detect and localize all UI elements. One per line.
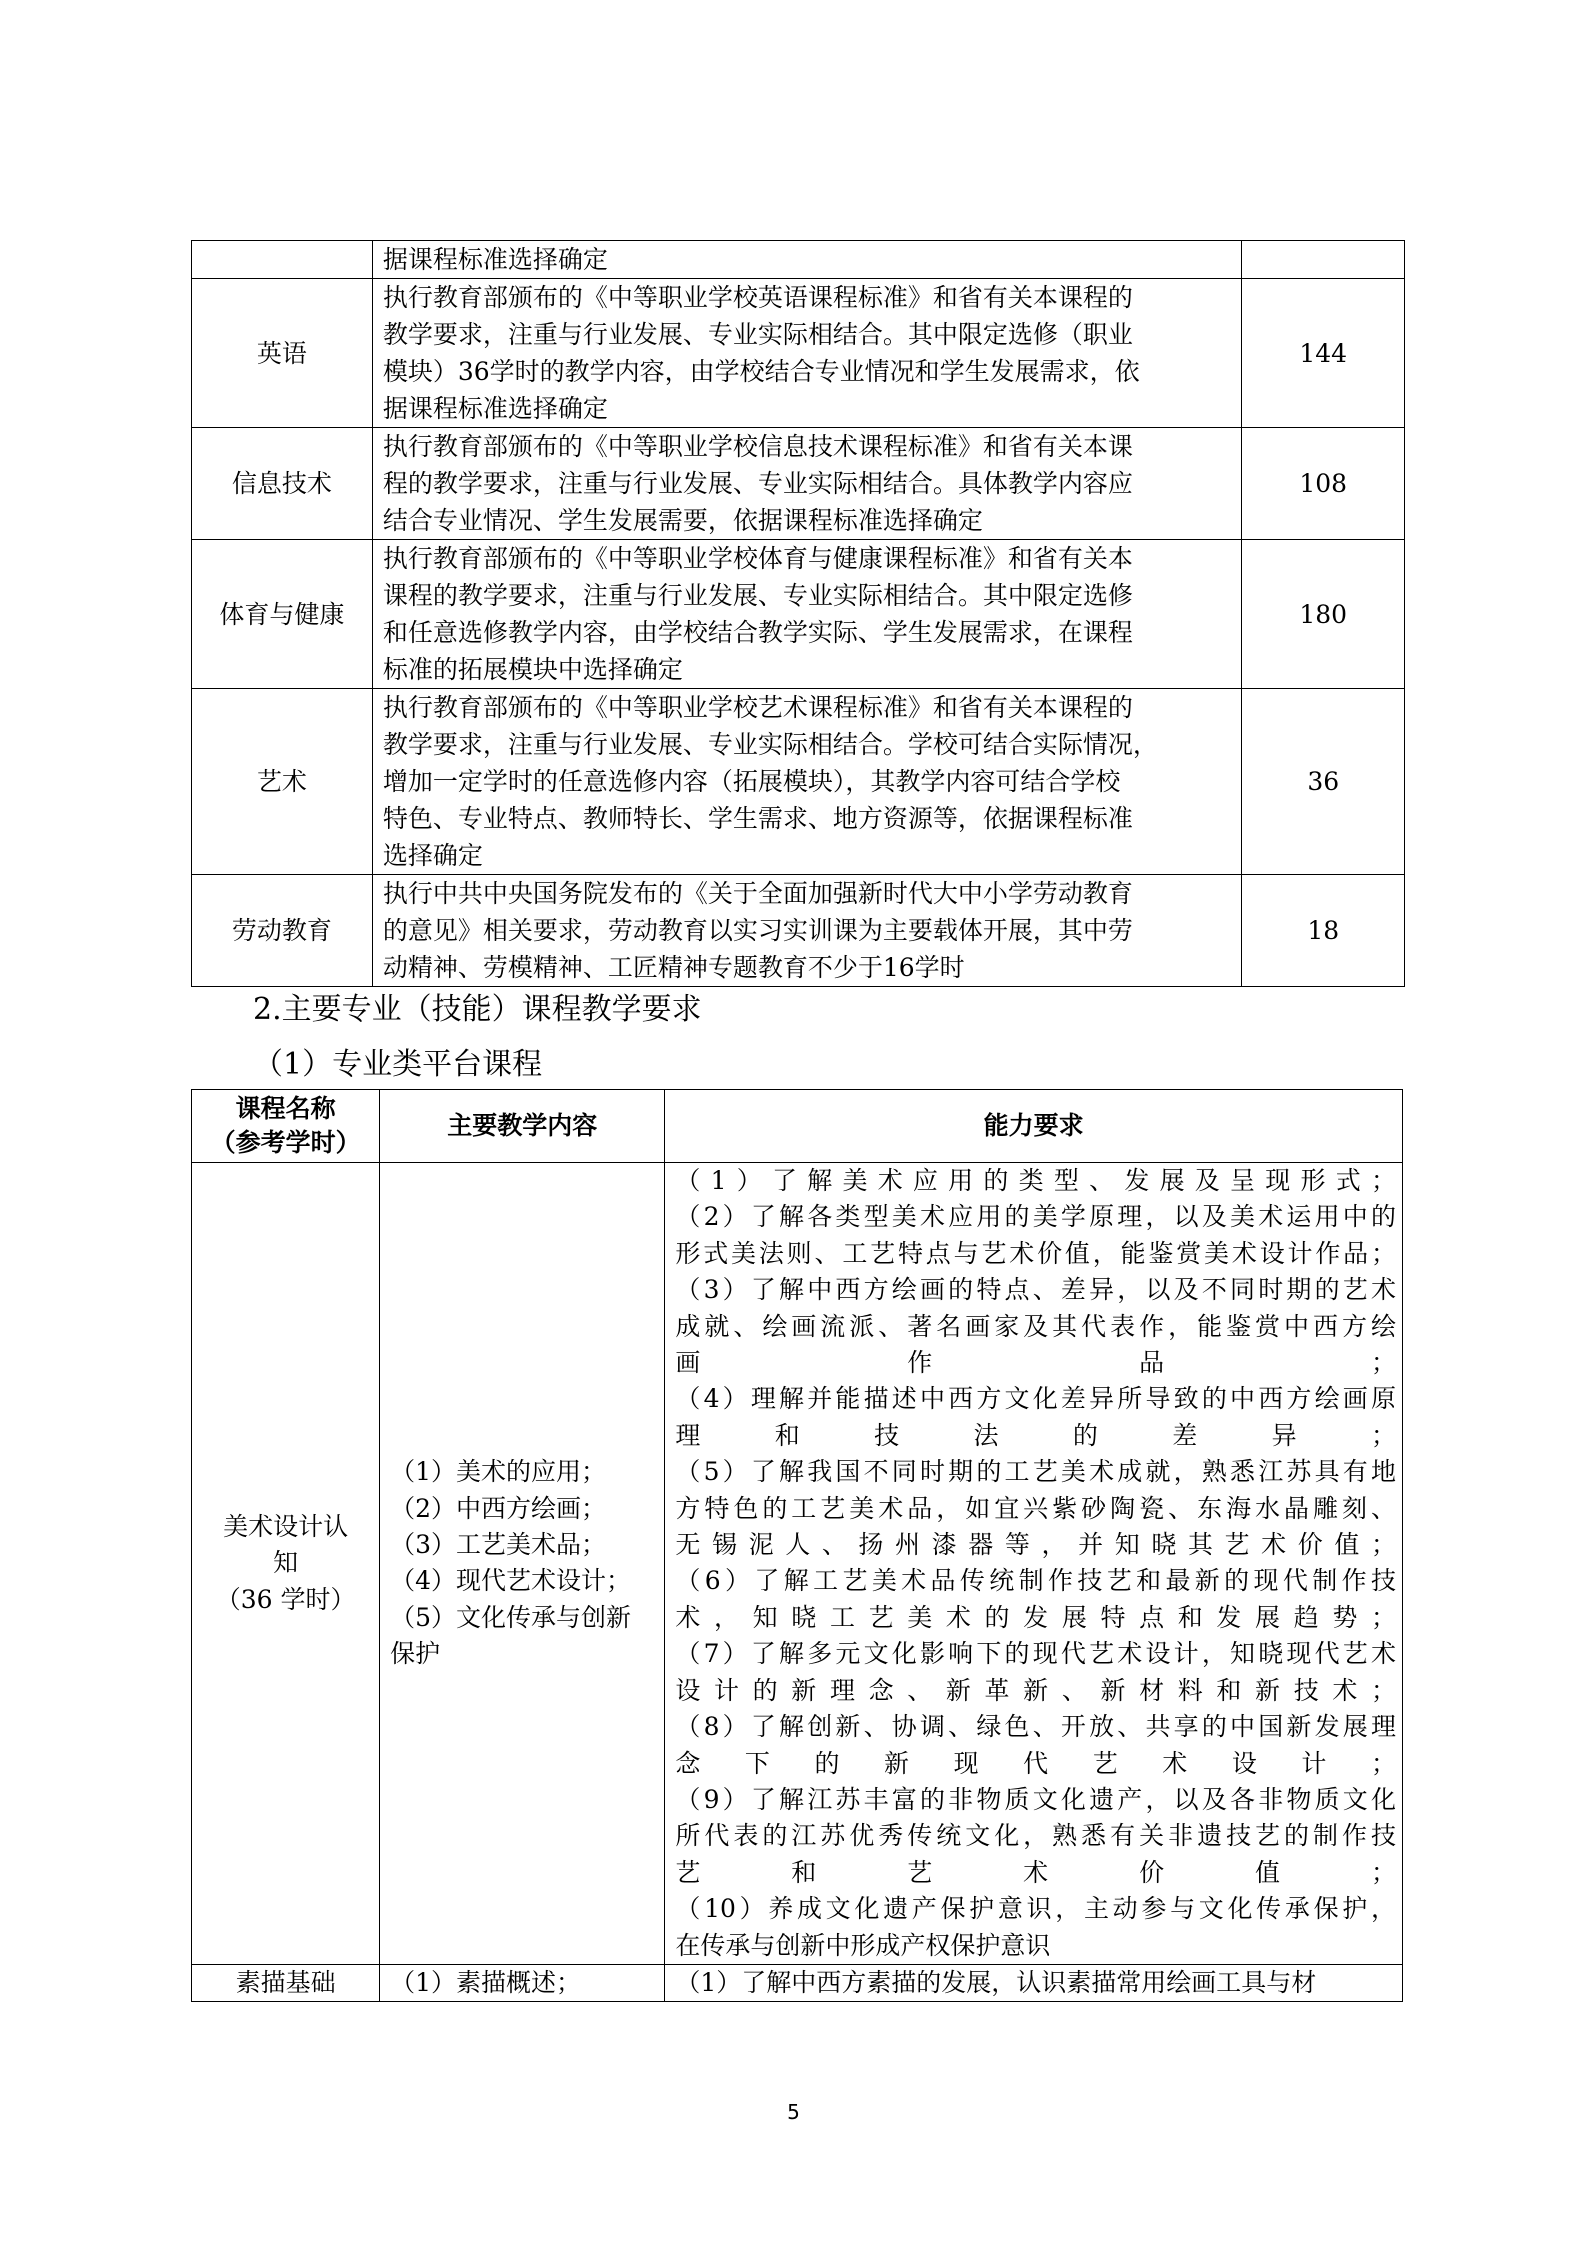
description-line: 执行教育部颁布的《中等职业学校体育与健康课程标准》和省有关本 — [382, 544, 1133, 573]
table-row — [192, 1163, 1403, 1965]
description-line: 教学要求，注重与行业发展、专业实际相结合。学校可结合实际情况， — [382, 730, 1158, 759]
table-row — [192, 875, 1405, 987]
description-line: 的意见》相关要求，劳动教育以实习实训课为主要载体开展，其中劳 — [382, 916, 1133, 945]
page-number: 5 — [787, 2100, 800, 2124]
description-line: 标准的拓展模块中选择确定 — [382, 655, 683, 684]
course-description-cell — [372, 279, 1242, 428]
header-ability-requirements: 能力要求 — [665, 1090, 1403, 1163]
table-row — [192, 428, 1405, 540]
course-description-cell — [372, 540, 1242, 689]
course-hours-cell — [1242, 241, 1405, 279]
course-name-cell — [192, 1964, 380, 2001]
course-description-cell — [372, 875, 1242, 987]
table-row — [192, 689, 1405, 875]
teaching-content-line: 保护 — [390, 1639, 441, 1669]
teaching-content-line: （1）素描概述； — [390, 1967, 582, 1997]
description-line: 增加一定学时的任意选修内容（拓展模块），其教学内容可结合学校 — [382, 767, 1121, 796]
teaching-content-line: （1）美术的应用； — [390, 1457, 607, 1487]
subsection-heading: （1）专业类平台课程 — [253, 1047, 543, 1082]
header-main-content: 主要教学内容 — [380, 1090, 665, 1163]
table-row — [192, 540, 1405, 689]
description-line: 教学要求，注重与行业发展、专业实际相结合。其中限定选修（职业 — [382, 320, 1133, 349]
requirement-line: 艺和艺术价值； — [675, 1857, 1396, 1887]
description-line: 执行中共中央国务院发布的《关于全面加强新时代大中小学劳动教育 — [382, 879, 1133, 908]
description-line: 特色、专业特点、教师特长、学生需求、地方资源等，依据课程标准 — [382, 804, 1133, 833]
requirement-line: （7）了解多元文化影响下的现代艺术设计，知晓现代艺术 — [675, 1639, 1396, 1669]
requirement-line: 画作品； — [675, 1348, 1396, 1378]
course-hours-cell: 180 — [1242, 540, 1405, 689]
requirement-line: 方特色的工艺美术品，如宜兴紫砂陶瓷、东海水晶雕刻、 — [675, 1493, 1396, 1523]
course-name-line: 素描基础 — [235, 1967, 336, 1997]
description-line: 据课程标准选择确定 — [382, 394, 608, 423]
course-description-cell — [372, 689, 1242, 875]
public-courses-table — [191, 240, 1405, 987]
course-hours-cell: 108 — [1242, 428, 1405, 540]
requirement-line: 理和技法的差异； — [675, 1420, 1396, 1450]
teaching-content-line: （4）现代艺术设计； — [390, 1566, 632, 1596]
header-course-name-line: 课程名称 — [235, 1094, 336, 1123]
course-name-line: （36 学时） — [215, 1584, 356, 1614]
requirement-line: 所代表的江苏优秀传统文化，熟悉有关非遗技艺的制作技 — [675, 1821, 1396, 1851]
course-description-cell — [372, 428, 1242, 540]
description-line: 程的教学要求，注重与行业发展、专业实际相结合。具体教学内容应 — [382, 469, 1133, 498]
table-row — [192, 241, 1405, 279]
course-name-cell: 体育与健康 — [192, 540, 373, 689]
description-line: 选择确定 — [382, 841, 483, 870]
course-name-cell: 英语 — [192, 279, 373, 428]
requirement-line: （10）养成文化遗产保护意识，主动参与文化传承保护， — [675, 1894, 1396, 1924]
description-line: 模块）36学时的教学内容，由学校结合专业情况和学生发展需求，依 — [382, 357, 1140, 386]
teaching-content-cell — [380, 1163, 665, 1965]
requirement-line: （2）了解各类型美术应用的美学原理，以及美术运用中的 — [675, 1202, 1396, 1232]
header-course-hours-line: （参考学时） — [210, 1128, 361, 1157]
platform-courses-table-body — [192, 1163, 1403, 2002]
header-course-name — [192, 1090, 380, 1163]
requirement-line: （9）了解江苏丰富的非物质文化遗产，以及各非物质文化 — [675, 1784, 1396, 1814]
description-line: 执行教育部颁布的《中等职业学校英语课程标准》和省有关本课程的 — [382, 283, 1133, 312]
requirement-line: （3）了解中西方绘画的特点、差异，以及不同时期的艺术 — [675, 1275, 1396, 1305]
requirement-line: 无锡泥人、扬州漆器等，并知晓其艺术价值； — [675, 1530, 1396, 1560]
requirement-line: （1）了解美术应用的类型、发展及呈现形式； — [675, 1166, 1396, 1195]
course-hours-cell: 144 — [1242, 279, 1405, 428]
requirement-line: 成就、绘画流派、著名画家及其代表作，能鉴赏中西方绘 — [675, 1311, 1396, 1341]
requirement-line: 术，知晓工艺美术的发展特点和发展趋势； — [675, 1602, 1396, 1632]
description-line: 和任意选修教学内容，由学校结合教学实际、学生发展需求，在课程 — [382, 618, 1133, 647]
description-line: 执行教育部颁布的《中等职业学校艺术课程标准》和省有关本课程的 — [382, 693, 1133, 722]
table-header-row — [192, 1090, 1403, 1163]
description-line: 动精神、劳模精神、工匠精神专题教育不少于16学时 — [382, 953, 965, 982]
ability-requirements-cell — [665, 1964, 1403, 2001]
table-row — [192, 1964, 1403, 2001]
public-courses-table-body — [192, 241, 1405, 987]
requirement-line: （8）了解创新、协调、绿色、开放、共享的中国新发展理 — [675, 1712, 1396, 1742]
requirement-line: 在传承与创新中形成产权保护意识 — [675, 1930, 1051, 1960]
course-hours-cell: 18 — [1242, 875, 1405, 987]
requirement-line: （5）了解我国不同时期的工艺美术成就，熟悉江苏具有地 — [675, 1457, 1396, 1487]
teaching-content-line: （5）文化传承与创新 — [390, 1602, 632, 1632]
requirement-line: 设计的新理念、新革新、新材料和新技术； — [675, 1675, 1396, 1705]
description-line: 执行教育部颁布的《中等职业学校信息技术课程标准》和省有关本课 — [382, 432, 1133, 461]
course-name-cell: 艺术 — [192, 689, 373, 875]
section-heading: 2.主要专业（技能）课程教学要求 — [253, 992, 702, 1027]
requirement-line: 形式美法则、工艺特点与艺术价值，能鉴赏美术设计作品； — [675, 1238, 1396, 1268]
requirement-line: （4）理解并能描述中西方文化差异所导致的中西方绘画原 — [675, 1384, 1396, 1414]
ability-requirements-cell — [665, 1163, 1403, 1965]
course-name-line: 美术设计认 — [223, 1511, 349, 1541]
course-name-line: 知 — [273, 1548, 299, 1578]
platform-courses-table — [191, 1089, 1403, 2002]
course-name-cell — [192, 241, 373, 279]
course-description-cell — [372, 241, 1242, 279]
course-name-cell — [192, 1163, 380, 1965]
teaching-content-line: （2）中西方绘画； — [390, 1493, 607, 1523]
description-line: 结合专业情况、学生发展需要，依据课程标准选择确定 — [382, 506, 983, 535]
description-line: 据课程标准选择确定 — [382, 245, 608, 274]
requirement-line: （6）了解工艺美术品传统制作技艺和最新的现代制作技 — [675, 1566, 1396, 1596]
teaching-content-line: （3）工艺美术品； — [390, 1530, 607, 1560]
teaching-content-cell — [380, 1964, 665, 2001]
requirement-line: （1）了解中西方素描的发展，认识素描常用绘画工具与材 — [675, 1967, 1317, 1997]
description-line: 课程的教学要求，注重与行业发展、专业实际相结合。其中限定选修 — [382, 581, 1133, 610]
course-name-cell: 劳动教育 — [192, 875, 373, 987]
table-row — [192, 279, 1405, 428]
course-name-cell: 信息技术 — [192, 428, 373, 540]
course-hours-cell: 36 — [1242, 689, 1405, 875]
requirement-line: 念下的新现代艺术设计； — [675, 1748, 1396, 1778]
